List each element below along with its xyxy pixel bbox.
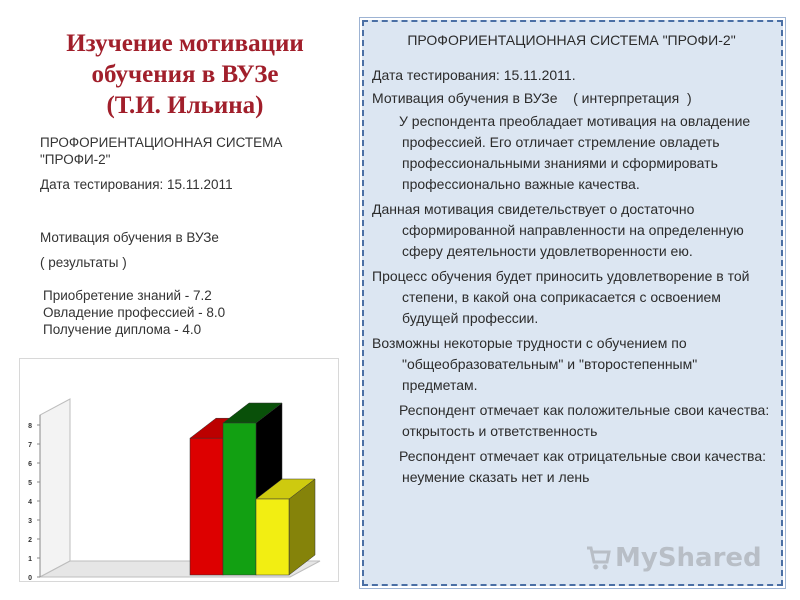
paragraph-6: Респондент отмечает как отрицательные свои качества: неумение сказать нет и лень: [399, 448, 767, 485]
system-name-line-2: "ПРОФИ-2": [40, 152, 111, 167]
system-name-line-1: ПРОФОРИЕНТАЦИОННАЯ СИСТЕМА: [40, 135, 283, 150]
y-tick-label: 3: [28, 518, 32, 525]
title-line-2: обучения в ВУЗе: [91, 61, 279, 88]
y-tick-label: 0: [28, 575, 32, 581]
results-block: [40, 134, 340, 338]
y-tick-label: 7: [28, 442, 32, 449]
paragraph-5: Респондент отмечает как положительные свои качества: открытость и ответственность: [399, 402, 770, 439]
chart-bars: [190, 403, 315, 575]
y-tick-label: 6: [28, 461, 32, 468]
paragraph-1: У респондента преобладает мотивация на овладение профессией. Его отличает стремление овладеть профессиональными знаниями и сформировать профессионально важные качества.: [399, 113, 751, 192]
chart-y-axis: [28, 415, 40, 581]
chart-side-wall: [40, 399, 70, 577]
bar-front-face: [190, 438, 223, 575]
title-line-1: Изучение мотивации: [66, 30, 304, 57]
panel-test-date: Дата тестирования: 15.11.2011.: [372, 67, 576, 83]
motivation-title: Мотивация обучения в ВУЗе: [40, 230, 219, 245]
y-tick-label: 5: [28, 480, 32, 487]
result-item: Получение диплома - 4.0: [43, 322, 202, 337]
interpretation-panel: [362, 20, 783, 586]
panel-interpretation-title: Мотивация обучения в ВУЗе ( интерпретация ): [372, 90, 692, 106]
title-line-3: (Т.И. Ильина): [106, 92, 264, 119]
y-tick-label: 4: [28, 499, 32, 506]
bar-front-face: [223, 423, 256, 575]
paragraph-4: Возможны некоторые трудности с обучением по "общеобразовательным" и "второстепенным" предметам.: [372, 335, 698, 393]
panel-heading: ПРОФОРИЕНТАЦИОННАЯ СИСТЕМА "ПРОФИ-2": [407, 32, 736, 48]
chart-canvas: [20, 359, 338, 581]
paragraph-2: Данная мотивация свидетельствует о достаточно сформированной направленности на определенную сферу деятельности удовлетворенности ею.: [372, 201, 744, 259]
result-item: Приобретение знаний - 7.2: [43, 288, 212, 303]
y-tick-label: 8: [28, 423, 32, 430]
bar-front-face: [256, 499, 289, 575]
watermark-text: MyShared: [615, 543, 762, 573]
y-tick-label: 1: [28, 556, 32, 563]
motivation-bar-chart: [19, 358, 339, 582]
result-item: Овладение профессией - 8.0: [43, 305, 226, 320]
paragraph-3: Процесс обучения будет приносить удовлетворение в той степени, в какой она соприкасается с освоением будущей профессии.: [372, 268, 750, 326]
results-label: ( результаты ): [40, 255, 127, 270]
slide-title: [30, 28, 340, 121]
y-tick-label: 2: [28, 537, 32, 544]
bar-3: [256, 479, 315, 575]
test-date: Дата тестирования: 15.11.2011: [40, 177, 233, 192]
